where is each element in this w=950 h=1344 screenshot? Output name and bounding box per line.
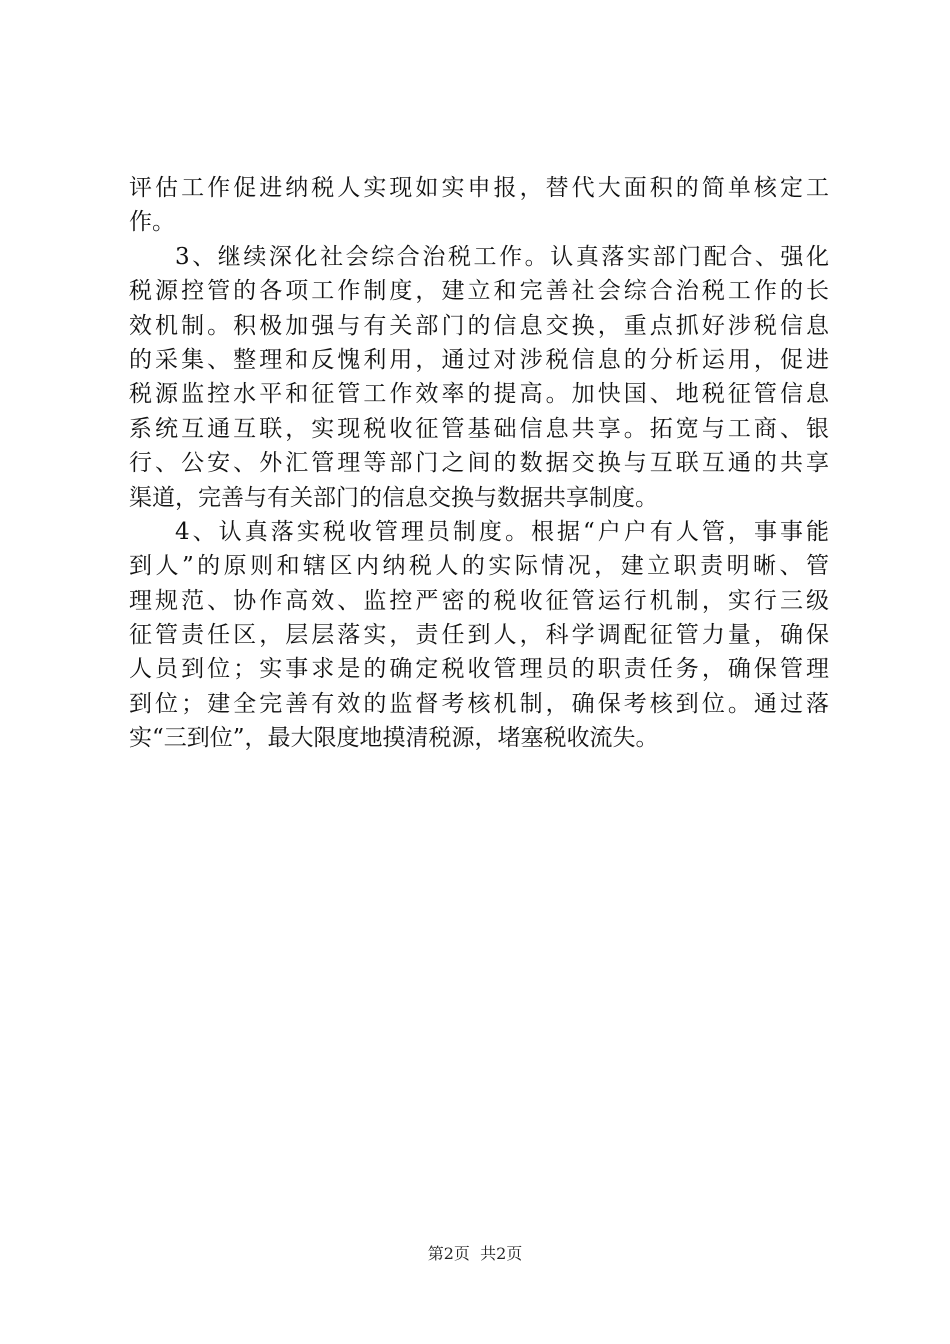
text-line: 的采集、整理和反愧利用，通过对涉税信息的分析运用，促进: [129, 346, 829, 373]
text-line: 实“三到位”，最大限度地摸清税源，堵塞税收流失。: [129, 725, 659, 752]
document-body: [129, 171, 829, 756]
text-line: 系统互通互联，实现税收征管基础信息共享。拓宽与工商、银: [129, 415, 829, 442]
text-line: 人员到位；实事求是的确定税收管理员的职责任务，确保管理: [129, 656, 829, 683]
text-line: 3、继续深化社会综合治税工作。认真落实部门配合、强化: [175, 243, 829, 270]
text-line: 到位；建全完善有效的监督考核机制，确保考核到位。通过落: [129, 690, 829, 717]
footer-separator: [470, 1244, 480, 1263]
text-line: 评估工作促进纳税人实现如实申报，替代大面积的简单核定工: [129, 175, 829, 201]
text-line: 征管责任区，层层落实，责任到人，科学调配征管力量，确保: [129, 622, 829, 649]
page-total: 共2页: [480, 1244, 523, 1263]
text-line: 4、认真落实税收管理员制度。根据“户户有人管，事事能: [175, 518, 829, 545]
text-line: 行、公安、外汇管理等部门之间的数据交换与互联互通的共享: [129, 450, 829, 477]
page-footer: [0, 1244, 950, 1264]
page-number: 第2页: [427, 1244, 470, 1263]
text-line: 理规范、协作高效、监控严密的税收征管运行机制，实行三级: [129, 587, 829, 614]
text-line: 渠道，完善与有关部门的信息交换与数据共享制度。: [129, 484, 658, 511]
text-line: 税源控管的各项工作制度，建立和完善社会综合治税工作的长: [129, 278, 829, 305]
text-line: 到人”的原则和辖区内纳税人的实际情况，建立职责明晰、管: [129, 553, 829, 580]
text-line: 作。: [129, 209, 175, 236]
text-line: 税源监控水平和征管工作效率的提高。加快国、地税征管信息: [129, 381, 829, 408]
text-line: 效机制。积极加强与有关部门的信息交换，重点抓好涉税信息: [129, 312, 829, 339]
